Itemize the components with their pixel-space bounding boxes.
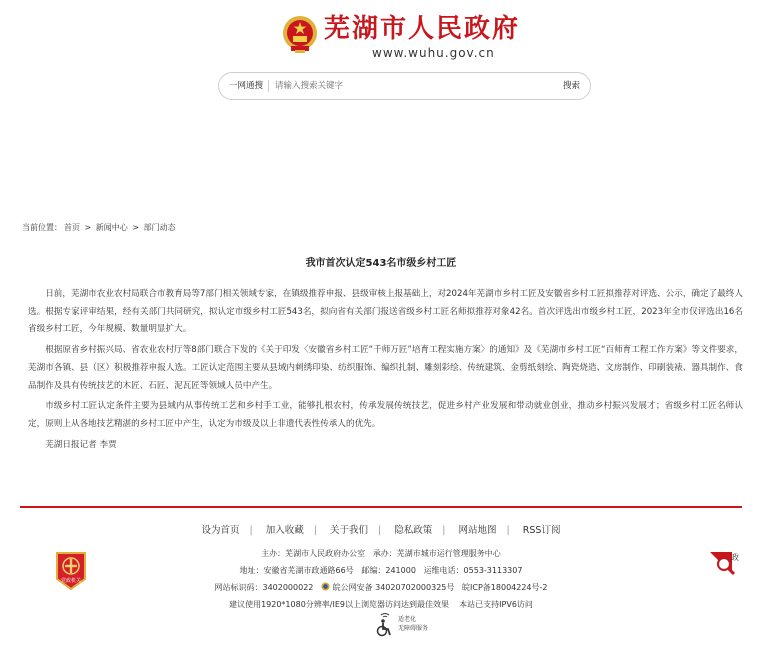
- footer-icp[interactable]: 皖ICP备18004224号-2: [462, 583, 548, 592]
- party-government-badge-icon[interactable]: [54, 551, 88, 591]
- party-badge-label: 党政机关: [60, 578, 82, 584]
- accessibility-line-2: 无障碍服务: [398, 625, 429, 632]
- footer-sponsor-line: [0, 548, 762, 559]
- site-name: 芜湖市人民政府: [324, 14, 521, 44]
- article-paragraph: 日前，芜湖市农业农村局联合市教育局等7部门相关领域专家，在镇级推荐申报、县级审核上报基础上，对2024年芜湖市乡村工匠及安徽省乡村工匠拟推荐对评选、公示，确定了最终人选。根据专家评审结果，经有关部门共同研究，拟认定市级乡村工匠543名，拟向省有关部门报送省级乡村工匠名师拟推荐对象42名。首次评选出市级乡村工匠，2023年全市仅评选出16名省级乡村工匠，今年规模、数量明显扩大。: [28, 289, 743, 335]
- footer-notice-line: [0, 599, 762, 610]
- footer-organizer: 承办：芜湖市城市运行管理服务中心: [372, 549, 501, 558]
- breadcrumb-dept-news[interactable]: 部门动态: [143, 223, 176, 232]
- footer-postcode: 邮编：241000: [361, 566, 416, 575]
- footer-nav: [0, 522, 762, 536]
- footer-link-add-favorite[interactable]: 加入收藏: [265, 525, 304, 536]
- article-paragraph: 市级乡村工匠认定条件主要为县域内从事传统工艺和乡村手工业，能够扎根农村，传承发展传统技艺，促进乡村产业发展和带动就业创业，推动乡村振兴发展才；省级乡村工匠名师认定，原则上从各地技艺精湛的乡村工匠中产生，认定为市级及以上非遗代表性传承人的优先。: [28, 401, 743, 429]
- footer-link-about[interactable]: 关于我们: [330, 525, 369, 536]
- national-emblem-icon: [281, 14, 319, 54]
- footer-link-rss[interactable]: RSS订阅: [522, 525, 561, 536]
- accessibility-icon: [374, 612, 396, 638]
- search-scope[interactable]: 一网通搜: [229, 73, 263, 99]
- footer-nav-separator: |: [313, 525, 317, 536]
- search-button[interactable]: 搜索: [563, 73, 580, 99]
- footer-link-set-homepage[interactable]: 设为首页: [201, 525, 240, 536]
- breadcrumb-separator: >: [132, 223, 140, 232]
- accessibility-line-1: 适老化: [398, 616, 417, 623]
- police-badge-icon: [321, 582, 330, 591]
- footer-divider: [20, 506, 742, 508]
- article-paragraph: 根据原省乡村振兴局、省农业农村厅等8部门联合下发的《关于印发〈安徽省乡村工匠“千师万匠”培育工程实施方案〉的通知》及《芜湖市乡村工匠“百师育工程工作方案》等文件要求，芜湖市各镇、县（区）积极推荐申报人选。工匠认定范围主要从县域内刺绣印染、纺织服饰、编织扎制、雕刻彩绘、传统建筑、金剪纸刻绘、陶瓷烧造、文房制作、印刷装裱、器具制作、食品制作及具有传统技艺的木匠、石匠、泥瓦匠等领域人员中产生。: [28, 345, 743, 391]
- accessibility-label: [398, 615, 428, 633]
- breadcrumb-home[interactable]: 首页: [64, 223, 80, 232]
- article-byline: 芜湖日报记者 李贾: [45, 439, 117, 450]
- footer-sponsor: 主办：芜湖市人民政府办公室: [261, 549, 366, 558]
- footer-browser-notice: 建议使用1920*1080分辨率/IE9以上浏览器访问达到最佳效果: [229, 600, 449, 609]
- breadcrumb-label: 当前位置：: [22, 223, 62, 232]
- footer-address: 地址：安徽省芜湖市政通路66号: [239, 566, 354, 575]
- site-url: www.wuhu.gov.cn: [372, 46, 495, 60]
- footer-site-id: 网站标识码：3402000022: [214, 583, 314, 592]
- footer-link-privacy[interactable]: 隐私政策: [394, 525, 433, 536]
- footer-nav-separator: |: [249, 525, 253, 536]
- breadcrumb-news[interactable]: 新闻中心: [95, 223, 128, 232]
- gov-badge-label: 政: [731, 553, 739, 562]
- search-bar: [218, 72, 591, 100]
- footer-link-sitemap[interactable]: 网站地图: [458, 525, 497, 536]
- breadcrumb: [22, 222, 178, 233]
- site-header: [0, 0, 762, 110]
- article-body: [28, 286, 743, 457]
- search-input[interactable]: [275, 77, 525, 95]
- footer-hotline: 运维电话：0553-3113307: [423, 566, 523, 575]
- footer-nav-separator: |: [442, 525, 446, 536]
- footer-nav-separator: |: [506, 525, 510, 536]
- footer-nav-separator: |: [378, 525, 382, 536]
- footer-record-line: [0, 582, 762, 593]
- footer-contact-line: [0, 565, 762, 576]
- breadcrumb-separator: >: [84, 223, 92, 232]
- article-title: 我市首次认定543名市级乡村工匠: [305, 258, 457, 269]
- footer-police-record[interactable]: 皖公网安备 34020702000325号: [332, 583, 455, 592]
- footer-ipv6: 本站已支持IPV6访问: [459, 600, 533, 609]
